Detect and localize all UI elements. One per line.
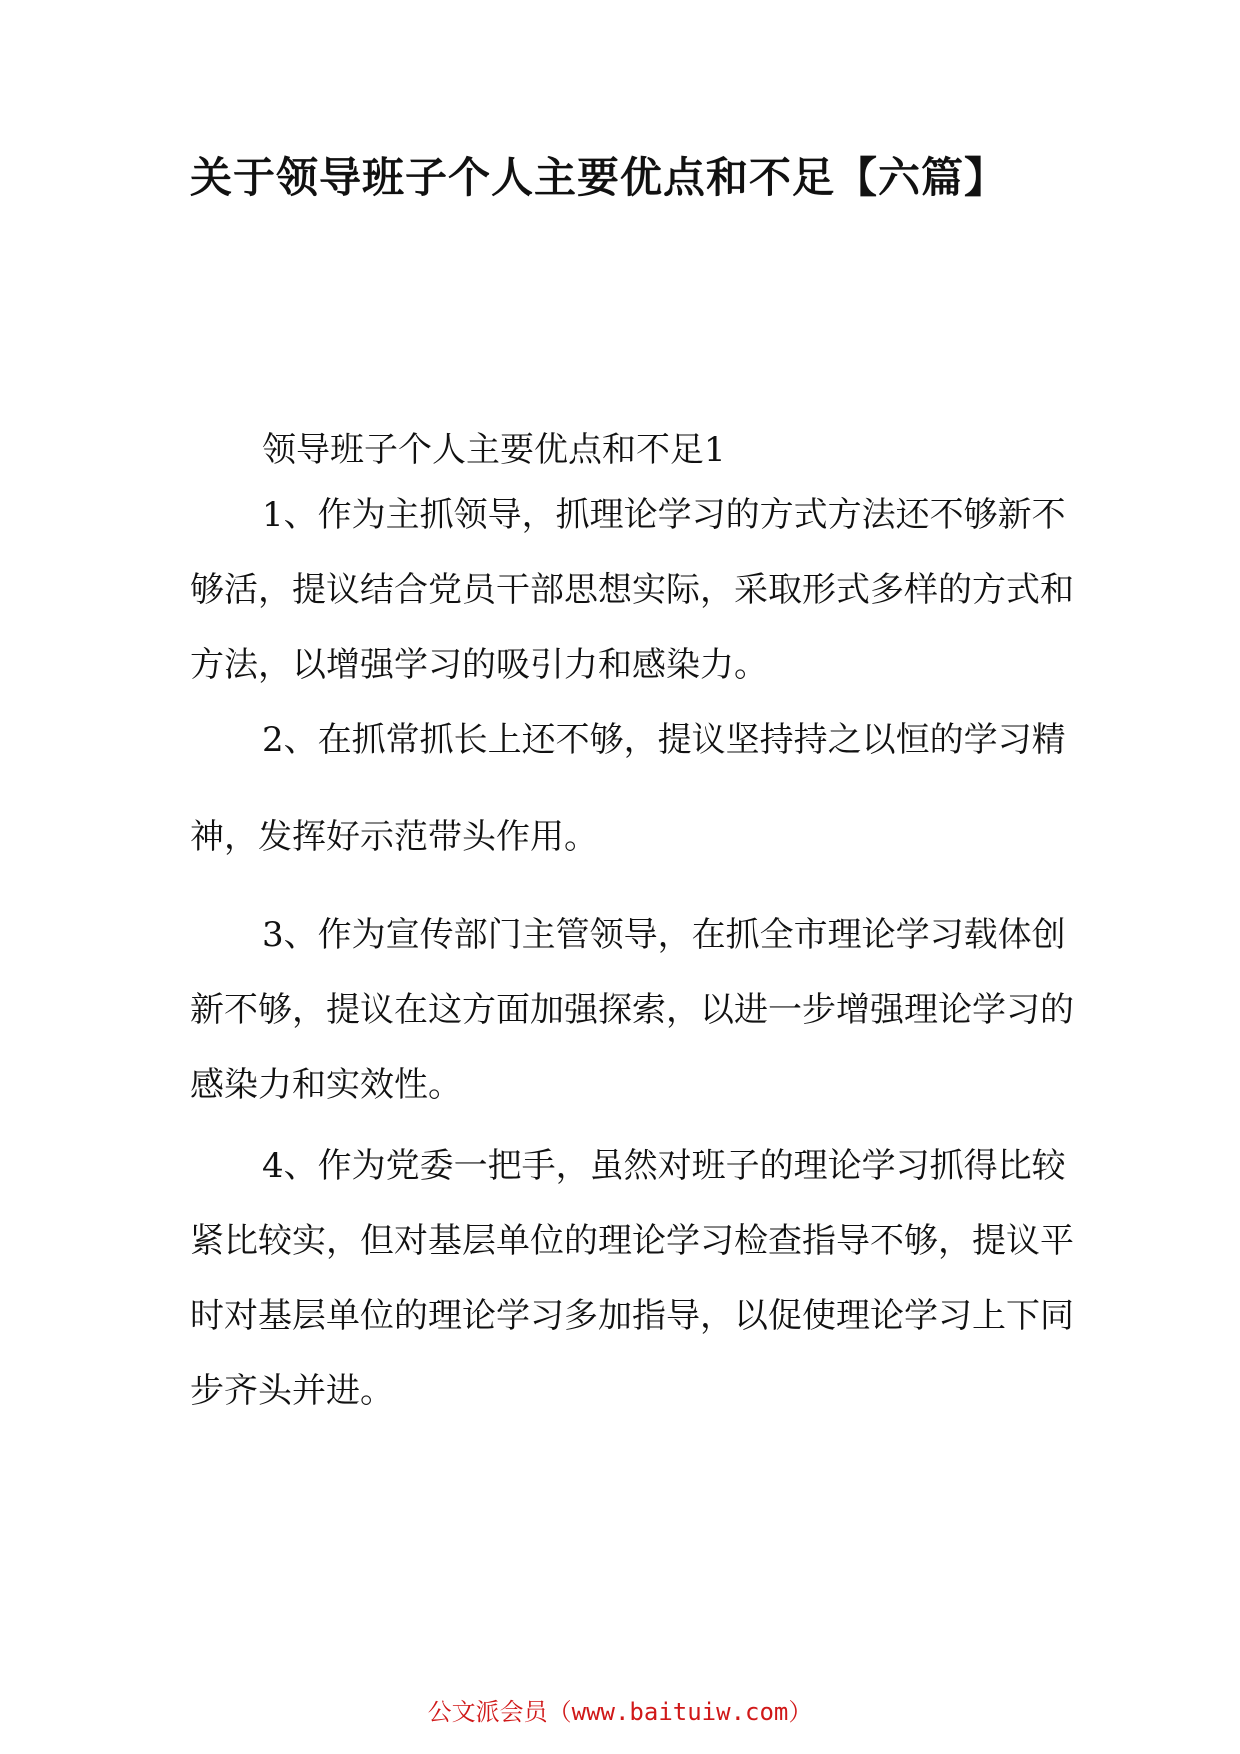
paragraph-2 xyxy=(190,703,1070,875)
paragraph-1 xyxy=(190,478,1074,703)
footer-url[interactable]: （www.baituiw.com） xyxy=(547,1698,813,1726)
paragraph-line: 够活，提议结合党员干部思想实际，采取形式多样的方式和 xyxy=(190,570,1074,610)
section-heading: 领导班子个人主要优点和不足1 xyxy=(262,430,726,470)
footer-label: 公文派会员 xyxy=(427,1698,548,1726)
paragraph-line: 3、作为宣传部门主管领导，在抓全市理论学习载体创 xyxy=(262,915,1066,955)
paragraph-3 xyxy=(190,898,1074,1123)
paragraph-line: 时对基层单位的理论学习多加指导，以促使理论学习上下同 xyxy=(190,1296,1074,1336)
document-title: 关于领导班子个人主要优点和不足【六篇】 xyxy=(190,153,1008,202)
paragraph-line: 感染力和实效性。 xyxy=(190,1065,462,1105)
paragraph-4 xyxy=(190,1129,1074,1429)
footer-watermark xyxy=(0,1697,1240,1727)
paragraph-line: 4、作为党委一把手，虽然对班子的理论学习抓得比较 xyxy=(262,1146,1066,1186)
paragraph-line: 紧比较实，但对基层单位的理论学习检查指导不够，提议平 xyxy=(190,1221,1074,1261)
paragraph-line: 神，发挥好示范带头作用。 xyxy=(190,817,598,857)
paragraph-line: 方法，以增强学习的吸引力和感染力。 xyxy=(190,645,768,685)
paragraph-line: 1、作为主抓领导，抓理论学习的方式方法还不够新不 xyxy=(262,495,1066,535)
paragraph-line: 2、在抓常抓长上还不够，提议坚持持之以恒的学习精 xyxy=(262,720,1066,760)
paragraph-line: 步齐头并进。 xyxy=(190,1371,394,1411)
paragraph-line: 新不够，提议在这方面加强探索，以进一步增强理论学习的 xyxy=(190,990,1074,1030)
